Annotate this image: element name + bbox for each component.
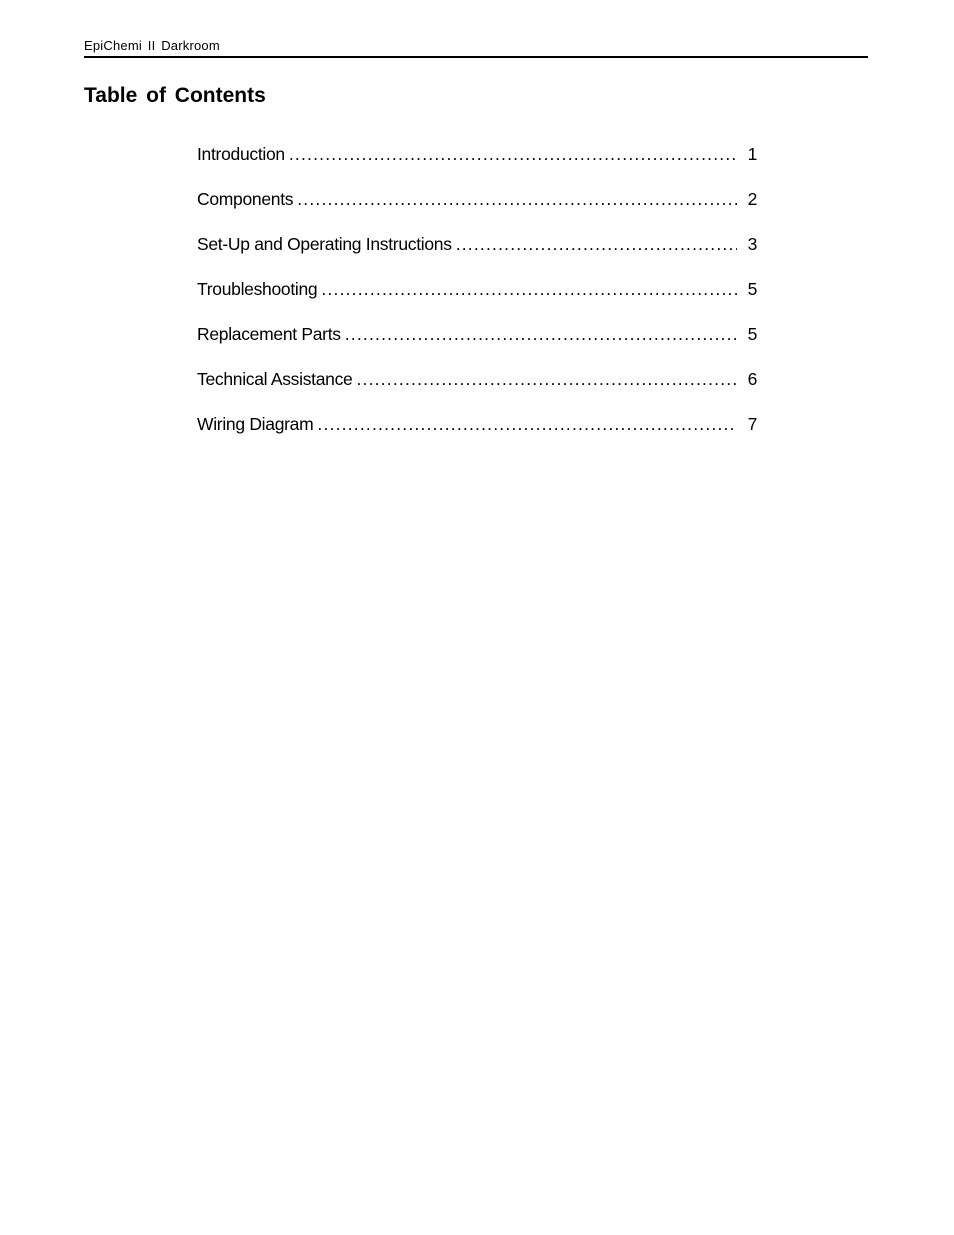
toc-entry-title: Technical Assistance (197, 369, 353, 389)
toc-entry-title: Troubleshooting (197, 279, 318, 299)
toc-entry-page: 3 (747, 234, 757, 254)
running-header: EpiChemi II Darkroom (84, 38, 220, 53)
toc-entry-replacement-parts[interactable] (197, 324, 757, 369)
dot-leader (289, 144, 737, 165)
toc-entry-title: Introduction (197, 144, 285, 164)
dot-leader (297, 189, 737, 210)
toc-entry-page: 1 (747, 144, 757, 164)
toc-entry-components[interactable] (197, 189, 757, 234)
toc-entry-introduction[interactable] (197, 144, 757, 189)
dot-leader (317, 414, 737, 435)
toc-entry-technical-assistance[interactable] (197, 369, 757, 414)
dot-leader (356, 369, 737, 390)
toc-entry-page: 5 (747, 279, 757, 299)
toc-heading: Table of Contents (84, 84, 266, 107)
dot-leader (345, 324, 737, 345)
toc-entry-page: 6 (747, 369, 757, 389)
toc-entry-page: 5 (747, 324, 757, 344)
toc-entry-title: Wiring Diagram (197, 414, 314, 434)
toc-entry-page: 2 (747, 189, 757, 209)
toc-list (197, 144, 757, 459)
toc-entry-title: Components (197, 189, 294, 209)
toc-entry-title: Replacement Parts (197, 324, 341, 344)
header-rule (84, 56, 868, 58)
toc-entry-title: Set-Up and Operating Instructions (197, 234, 452, 254)
toc-entry-setup[interactable] (197, 234, 757, 279)
toc-entry-wiring-diagram[interactable] (197, 414, 757, 459)
dot-leader (456, 234, 737, 255)
toc-entry-page: 7 (747, 414, 757, 434)
toc-entry-troubleshooting[interactable] (197, 279, 757, 324)
dot-leader (321, 279, 737, 300)
